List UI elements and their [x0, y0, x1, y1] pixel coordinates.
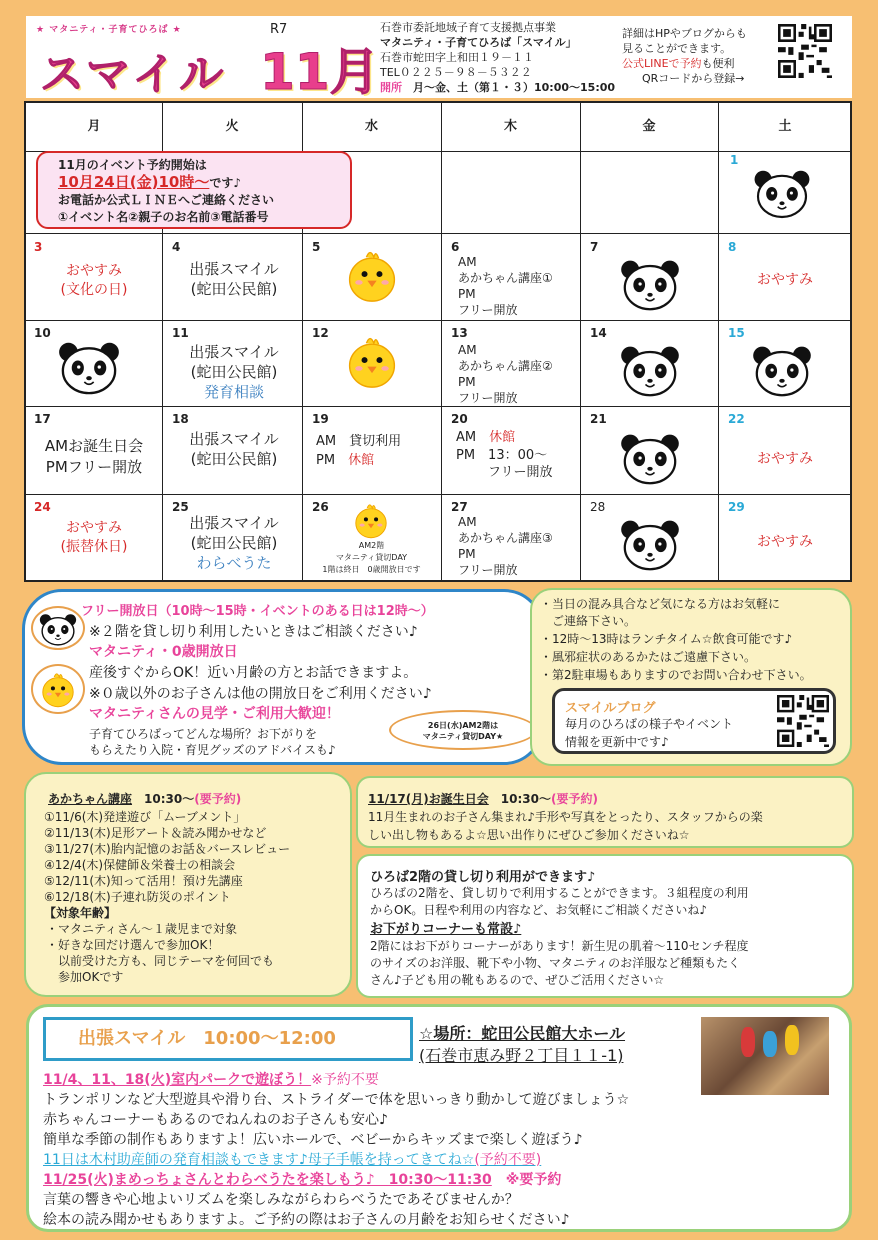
day-note: フリー開放	[488, 465, 553, 480]
weekday-thu: 木	[503, 119, 517, 134]
notes-section	[530, 588, 852, 766]
bubble-line: マタニティ貸切DAY★	[422, 732, 504, 741]
day-note: あかちゃん講座①	[458, 271, 553, 285]
day-number: 11	[172, 326, 189, 340]
address: 石巻市蛇田字上和田１９－１１	[380, 51, 534, 64]
qr-code-icon[interactable]	[778, 24, 832, 78]
weekday-fri: 金	[642, 119, 656, 134]
chick-icon	[344, 245, 400, 305]
day-note: おやすみ	[757, 272, 813, 288]
course-item: ⑥12/18(木)子連れ防災のポイント	[44, 890, 231, 904]
day-number: 21	[590, 412, 607, 426]
notice-line: です♪	[209, 176, 242, 190]
info-text: も便利	[701, 57, 735, 70]
panda-icon	[750, 343, 814, 397]
day-number: 14	[590, 326, 607, 340]
day-number: 15	[728, 326, 745, 340]
day-number: 13	[451, 326, 468, 340]
day-note: フリー開放	[458, 303, 518, 317]
day-number: 26	[312, 500, 329, 514]
maternity-note: 産後すぐからOK！近い月齢の方とお話できますよ。	[89, 665, 418, 681]
course-item: ①11/6(木)発達遊び「ムーブメント」	[44, 810, 246, 824]
reservation-required: (要予約)	[194, 792, 242, 806]
chick-icon	[352, 500, 390, 540]
baby-course-title: あかちゃん講座	[48, 792, 133, 806]
hand-me-down-text: 2階にはお下がりコーナーがあります！新生児の肌着～110センチ程度	[370, 939, 749, 953]
birthday-title: 11/17(月)お誕生日会	[368, 792, 489, 806]
day-note: PMフリー開放	[45, 458, 143, 476]
welcome-title: マタニティさんの見学・ご利用大歓迎！	[89, 706, 340, 722]
weekday-tue: 火	[225, 119, 239, 134]
no-reservation-note: ※予約不要	[311, 1072, 379, 1088]
maternity-note: ※０歳以外のお子さんは他の開放日をご利用ください♪	[89, 686, 432, 702]
day-number: 24	[34, 500, 51, 514]
outreach-text: 絵本の読み聞かせもありますよ。ご予約の際はお子さんの月齢をお知らせください♪	[43, 1212, 570, 1228]
day-note: わらべうた	[196, 554, 272, 572]
free-open-title: フリー開放日（10時～15時・イベントのある日は12時～）	[81, 604, 434, 619]
day-note: AM	[458, 515, 477, 529]
tagline: ★ マタニティ・子育てひろば ★	[36, 25, 182, 35]
qr-hint: QRコードから登録→	[642, 72, 745, 85]
warabeuta-event-title: 11/25(火)まめっちょさんとわらべうたを楽しもう♪ 10:30～11:30	[43, 1172, 492, 1188]
day-number: 27	[451, 500, 468, 514]
weekday-mon: 月	[87, 119, 101, 134]
phone: TEL０２２５－９８－５３２２	[380, 66, 532, 79]
day-note: マタニティ貸切DAY	[335, 553, 408, 562]
panda-icon	[618, 257, 682, 311]
opening-hours: 月～金、土（第１・３）10:00～15:00	[413, 81, 616, 94]
reservation-required: (要予約)	[550, 792, 598, 806]
day-note: おやすみ	[66, 520, 122, 536]
day-note: あかちゃん講座③	[458, 531, 553, 545]
notice-line: お電話か公式ＬＩＮＥへご連絡ください	[58, 193, 275, 207]
baby-course-section	[24, 772, 352, 997]
day-number: 5	[312, 240, 321, 254]
day-number: 7	[590, 240, 599, 254]
day-note: あかちゃん講座②	[458, 359, 553, 373]
blog-text: 情報を更新中です♪	[565, 735, 669, 749]
age-line: ・好きな回だけ選んで参加OK！	[46, 938, 220, 952]
header	[26, 16, 852, 101]
hand-me-down-text: さん♪子ども用の靴もあるので、ぜひご活用ください☆	[370, 973, 665, 987]
day-number: 20	[451, 412, 468, 426]
reservation-required: ※要予約	[505, 1172, 562, 1188]
outreach-title: 出張スマイル 10:00～12:00	[43, 1017, 413, 1061]
day-note: AM	[456, 430, 490, 445]
day-number: 4	[172, 240, 181, 254]
day-note: AM2階	[358, 541, 385, 550]
note-line: ・第2駐車場もありますのでお問い合わせ下さい。	[540, 668, 812, 682]
park-event-title: 11/4、11、18(火)室内パークで遊ぼう！	[43, 1072, 312, 1088]
welcome-note: もらえたり入院・育児グッズのアドバイスも♪	[89, 743, 336, 757]
day-note: AM 貸切利用	[316, 434, 402, 449]
baby-course-time: 10:30～	[144, 792, 195, 806]
day-note: (蛇田公民館)	[190, 534, 278, 552]
bubble-line: 26日(水)AM2階は	[427, 721, 499, 730]
day-note: PM 13：00～	[456, 448, 548, 463]
day-note: おやすみ	[66, 263, 122, 279]
day-number: 6	[451, 240, 460, 254]
day-number: 29	[728, 500, 745, 514]
welcome-note: 子育てひろばってどんな場所？お下がりを	[89, 727, 318, 741]
weekday-wed: 水	[364, 119, 378, 134]
panda-icon	[618, 431, 682, 485]
hand-me-down-text: のサイズのお洋服、靴下や小物、マタニティのお洋服など種類もたく	[370, 956, 741, 970]
rental-text: からOK。日程や利用の内容など、お気軽にご相談くださいね♪	[370, 903, 707, 917]
line-reservation: 公式LINEで予約	[622, 57, 702, 70]
day-number: 17	[34, 412, 51, 426]
day-note: (蛇田公民館)	[190, 450, 278, 468]
outreach-text: 言葉の響きや心地よいリズムを楽しみながらわらべうたであそびませんか？	[43, 1192, 519, 1208]
day-number: 19	[312, 412, 329, 426]
notice-line: 11月のイベント予約開始は	[58, 158, 207, 172]
day-note: 発育相談	[203, 383, 264, 401]
day-note: AM	[458, 343, 477, 357]
day-note: (振替休日)	[60, 539, 128, 555]
free-open-note: ※２階を貸し切り利用したいときはご相談ください♪	[89, 624, 418, 640]
note-line: ・12時～13時はランチタイム☆飲食可能です♪	[540, 632, 793, 646]
birthday-text: しい出し物もあるよ☆思い出作りにぜひご参加くださいね☆	[368, 828, 690, 842]
day-note: フリー開放	[458, 563, 518, 577]
info-text: 見ることができます。	[622, 42, 732, 55]
hall-photo	[701, 1017, 829, 1095]
day-number: 1	[730, 153, 739, 167]
day-note: PM	[458, 547, 476, 561]
birthday-text: 11月生まれのお子さん集まれ♪手形や写真をとったり、スタッフからの楽	[368, 810, 763, 824]
day-note: 出張スマイル	[189, 514, 279, 532]
reservation-date: 10月24日(金)10時～	[58, 173, 210, 191]
year-label: R7	[270, 22, 288, 37]
day-number: 12	[312, 326, 329, 340]
day-note: 出張スマイル	[189, 430, 279, 448]
day-number: 22	[728, 412, 745, 426]
rental-text: ひろばの2階を、貸し切りで利用することができます。３組程度の利用	[370, 886, 749, 900]
day-number: 28	[590, 500, 606, 514]
age-label: 【対象年齢】	[44, 906, 117, 920]
course-item: ④12/4(木)保健師＆栄養士の相談会	[44, 858, 236, 872]
day-note: AM	[458, 255, 477, 269]
day-note: PM	[316, 453, 349, 468]
note-line: ご連絡下さい。	[540, 614, 637, 628]
rental-title: ひろば2階の貸し切り利用ができます♪	[370, 870, 596, 885]
org-line: 石巻市委託地域子育て支援拠点事業	[380, 21, 556, 34]
hours-label: 開所	[380, 81, 402, 94]
day-note: 出張スマイル	[189, 260, 279, 278]
day-number: 25	[172, 500, 189, 514]
course-item: ⑤12/11(木)知って活用！預け先講座	[44, 874, 243, 888]
day-note: AMお誕生日会	[44, 437, 144, 455]
rental-section	[356, 854, 854, 998]
reservation-notice	[36, 151, 352, 229]
day-note: 出張スマイル	[189, 343, 279, 361]
age-line: 参加OKです	[46, 970, 124, 984]
outreach-section	[26, 1004, 852, 1232]
hand-me-down-title: お下がりコーナーも常設♪	[370, 922, 522, 937]
blog-title: スマイルブログ	[565, 701, 656, 716]
org-line: マタニティ・子育てひろば「スマイル」	[380, 36, 577, 49]
month-title: 11月	[260, 43, 380, 101]
day-note: PM	[458, 287, 476, 301]
panda-icon	[37, 612, 79, 646]
day-note: おやすみ	[757, 534, 813, 550]
day-note: (蛇田公民館)	[190, 363, 278, 381]
birthday-section	[356, 776, 854, 848]
age-line: 以前受けた方も、同じテーマを何回でも	[46, 954, 275, 968]
outreach-place: ☆場所：蛇田公民館大ホール	[419, 1024, 626, 1043]
calendar	[24, 101, 852, 582]
blog-text: 毎月のひろばの様子やイベント	[565, 717, 734, 731]
day-note: フリー開放	[458, 391, 518, 405]
logo-title: スマイル	[40, 49, 227, 100]
notice-line: ①イベント名②親子のお名前③電話番号	[58, 210, 269, 224]
chick-icon	[344, 331, 400, 391]
panda-icon	[752, 167, 812, 219]
outreach-text: 赤ちゃんコーナーもあるのでねんねのお子さんも安心♪	[43, 1112, 388, 1128]
panda-icon	[618, 517, 682, 571]
speech-bubble	[389, 710, 537, 750]
blog-box[interactable]	[552, 688, 836, 754]
free-open-section	[22, 589, 544, 765]
age-line: ・マタニティさん～１歳児まで対象	[46, 922, 238, 936]
day-note: (蛇田公民館)	[190, 280, 278, 298]
day-number: 3	[34, 240, 43, 254]
note-line: ・風邪症状のあるかたはご遠慮下さい。	[540, 650, 757, 664]
panda-icon	[56, 339, 122, 395]
outreach-text: 簡単な季節の制作もありますよ！広いホールで、ベビーからキッズまで楽しく遊ぼう♪	[43, 1132, 583, 1148]
day-note: (文化の日)	[60, 282, 128, 298]
day-number: 8	[728, 240, 737, 254]
qr-code-icon[interactable]	[777, 695, 829, 747]
birthday-time: 10:30～	[488, 792, 551, 806]
growth-consult-title: 11日は木村助産師の発育相談もできます♪母子手帳を持ってきてね☆	[43, 1152, 475, 1168]
course-item: ③11/27(木)胎内記憶のお話＆バースレビュー	[44, 842, 291, 856]
day-number: 18	[172, 412, 189, 426]
outreach-address: (石巻市恵み野２丁目１１-1)	[419, 1046, 624, 1065]
panda-icon	[618, 343, 682, 397]
closed-label: 休館	[489, 430, 516, 445]
chick-icon	[39, 668, 77, 710]
closed-label: 休館	[348, 453, 375, 468]
day-note: PM	[458, 375, 476, 389]
day-number: 10	[34, 326, 51, 340]
maternity-title: マタニティ・0歳開放日	[89, 644, 238, 660]
no-reservation-note: (予約不要)	[474, 1152, 542, 1168]
day-note: おやすみ	[757, 451, 813, 467]
weekday-sat: 土	[778, 119, 792, 134]
info-text: 詳細はHPやブログからも	[622, 27, 747, 40]
course-item: ②11/13(木)足形アート＆読み聞かせなど	[44, 826, 267, 840]
note-line: ・当日の混み具合など気になる方はお気軽に	[540, 597, 781, 611]
day-note: 1階は終日 0歳開放日です	[322, 565, 421, 574]
outreach-text: トランポリンなど大型遊具や滑り台、ストライダーで体を思いっきり動かして遊びましょう☆	[43, 1092, 630, 1108]
